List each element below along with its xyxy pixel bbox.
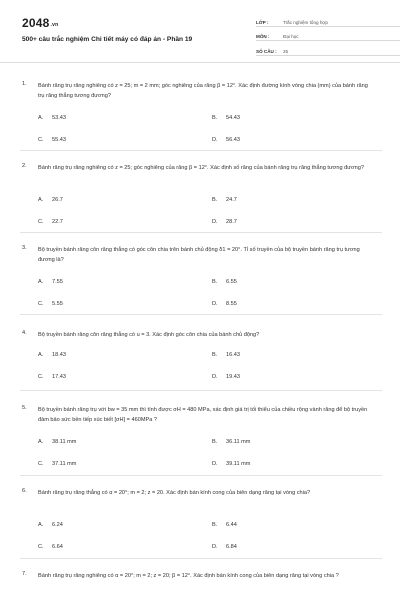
answer-option[interactable] bbox=[212, 522, 237, 528]
answer-option[interactable] bbox=[212, 115, 240, 121]
answer-option[interactable] bbox=[38, 301, 63, 307]
question-number: 2. bbox=[22, 163, 27, 169]
option-letter: B. bbox=[212, 522, 218, 528]
question-item bbox=[20, 405, 382, 485]
option-letter: D. bbox=[212, 219, 218, 225]
option-letter: D. bbox=[212, 544, 218, 550]
option-text: 53.43 bbox=[52, 115, 66, 121]
question-number: 7. bbox=[22, 571, 27, 577]
option-letter: B. bbox=[212, 439, 218, 445]
option-text: 6.64 bbox=[52, 544, 63, 550]
answer-option[interactable] bbox=[38, 137, 66, 143]
option-text: 56.43 bbox=[226, 137, 240, 143]
answer-option[interactable] bbox=[212, 374, 240, 380]
question-text: Bánh răng trụ răng thẳng có α = 20°; m = 2; z = 20. Xác định bán kính cong của biên dạng răng tại vòng chia? bbox=[38, 490, 311, 496]
option-letter: A. bbox=[38, 115, 44, 121]
option-letter: A. bbox=[38, 522, 44, 528]
meta-label: SỐ CÂU : bbox=[256, 48, 277, 54]
answer-option[interactable] bbox=[38, 115, 66, 121]
option-text: 37.11 mm bbox=[52, 461, 77, 467]
answer-option[interactable] bbox=[38, 279, 63, 285]
option-text: 17.43 bbox=[52, 374, 66, 380]
option-text: 5.55 bbox=[52, 301, 63, 307]
document-title: 500+ câu trắc nghiệm Chi tiết máy có đáp án - Phần 19 bbox=[22, 36, 193, 43]
option-letter: B. bbox=[212, 197, 218, 203]
meta-label: LỚP : bbox=[256, 19, 269, 25]
option-text: 7.55 bbox=[52, 279, 63, 285]
option-text: 8.55 bbox=[226, 301, 237, 307]
answer-option[interactable] bbox=[212, 279, 237, 285]
answer-option[interactable] bbox=[38, 219, 63, 225]
meta-row-count bbox=[256, 43, 400, 56]
answer-option[interactable] bbox=[212, 352, 240, 358]
answer-option[interactable] bbox=[212, 439, 250, 445]
option-letter: A. bbox=[38, 197, 44, 203]
answer-option[interactable] bbox=[38, 544, 63, 550]
question-separator bbox=[20, 150, 382, 151]
question-separator bbox=[20, 558, 382, 559]
option-text: 18.43 bbox=[52, 352, 66, 358]
option-letter: C. bbox=[38, 374, 44, 380]
option-text: 36.11 mm bbox=[226, 439, 251, 445]
question-item bbox=[20, 245, 382, 325]
option-text: 16.43 bbox=[226, 352, 240, 358]
option-letter: C. bbox=[38, 461, 44, 467]
option-text: 24.7 bbox=[226, 197, 237, 203]
page-header bbox=[20, 0, 382, 62]
site-logo[interactable] bbox=[22, 16, 58, 30]
option-letter: A. bbox=[38, 279, 44, 285]
option-text: 39.11 mm bbox=[226, 461, 251, 467]
option-text: 19.43 bbox=[226, 374, 240, 380]
answer-option[interactable] bbox=[212, 461, 250, 467]
option-letter: A. bbox=[38, 352, 44, 358]
question-text: Bộ truyền bánh răng côn răng thẳng có u = 3. Xác định góc côn chia của bánh chủ động? bbox=[38, 332, 260, 338]
meta-value: Trắc nghiệm tổng hợp bbox=[283, 19, 328, 25]
option-letter: D. bbox=[212, 301, 218, 307]
question-separator bbox=[20, 232, 382, 233]
question-text: Bộ truyền bánh răng trụ với bw = 35 mm thì tính được σH = 480 MPa, xác định giá trị tối thiểu của chiều rộng vành răng để bộ truyền đảm bảo sức bền tiếp xúc biết [σH] = 460MPa ? bbox=[38, 407, 368, 423]
answer-option[interactable] bbox=[38, 352, 66, 358]
question-separator bbox=[20, 390, 382, 391]
option-text: 38.11 mm bbox=[52, 439, 77, 445]
option-letter: D. bbox=[212, 137, 218, 143]
option-letter: D. bbox=[212, 374, 218, 380]
option-letter: A. bbox=[38, 439, 44, 445]
question-text: Bánh răng trụ răng nghiêng có z = 25; góc nghiêng của răng β = 12°. Xác định số răng của bánh răng trụ răng thẳng tương đương? bbox=[38, 165, 364, 171]
option-text: 54.43 bbox=[226, 115, 240, 121]
question-item bbox=[20, 81, 382, 161]
answer-option[interactable] bbox=[212, 219, 237, 225]
option-text: 28.7 bbox=[226, 219, 237, 225]
option-text: 6.55 bbox=[226, 279, 237, 285]
option-text: 6.44 bbox=[226, 522, 237, 528]
meta-row-subject bbox=[256, 29, 400, 42]
option-text: 6.84 bbox=[226, 544, 237, 550]
answer-option[interactable] bbox=[212, 544, 237, 550]
logo-suffix: .vn bbox=[50, 22, 59, 28]
question-item bbox=[20, 571, 382, 597]
logo-text: 2048 bbox=[22, 16, 50, 30]
answer-option[interactable] bbox=[38, 374, 66, 380]
option-letter: B. bbox=[212, 115, 218, 121]
question-item bbox=[20, 488, 382, 568]
question-number: 6. bbox=[22, 488, 27, 494]
option-letter: B. bbox=[212, 352, 218, 358]
option-letter: C. bbox=[38, 544, 44, 550]
meta-label: MÔN : bbox=[256, 34, 270, 39]
answer-option[interactable] bbox=[38, 522, 63, 528]
option-text: 6.24 bbox=[52, 522, 63, 528]
meta-value: 25 bbox=[283, 48, 289, 54]
meta-value: Đại học bbox=[283, 34, 299, 39]
answer-option[interactable] bbox=[212, 137, 240, 143]
option-letter: D. bbox=[212, 461, 218, 467]
option-text: 55.43 bbox=[52, 137, 66, 143]
option-letter: C. bbox=[38, 219, 44, 225]
question-number: 3. bbox=[22, 245, 27, 251]
answer-option[interactable] bbox=[38, 461, 76, 467]
answer-option[interactable] bbox=[212, 197, 237, 203]
option-text: 22.7 bbox=[52, 219, 63, 225]
meta-row-class bbox=[256, 14, 400, 27]
document-meta bbox=[256, 14, 400, 58]
option-text: 26.7 bbox=[52, 197, 63, 203]
answer-option[interactable] bbox=[38, 197, 63, 203]
option-letter: C. bbox=[38, 301, 44, 307]
answer-option[interactable] bbox=[38, 439, 76, 445]
question-text: Bánh răng trụ răng nghiêng có α = 20°; m = 2; z = 20; β = 12°. Xác định bán kính cong của biên dạng răng tại vòng chia ? bbox=[38, 573, 339, 579]
question-separator bbox=[20, 314, 382, 315]
question-text: Bộ truyền bánh răng côn răng thẳng có góc côn chia trên bánh chủ động δ1 = 20°. Tỉ số truyền của bộ truyền bánh răng trụ tương đương là? bbox=[38, 247, 360, 263]
option-letter: C. bbox=[38, 137, 44, 143]
question-number: 5. bbox=[22, 405, 27, 411]
question-number: 4. bbox=[22, 330, 27, 336]
question-number: 1. bbox=[22, 81, 27, 87]
question-separator bbox=[20, 475, 382, 476]
option-letter: B. bbox=[212, 279, 218, 285]
header-divider bbox=[0, 62, 400, 63]
question-item bbox=[20, 163, 382, 243]
question-text: Bánh răng trụ răng nghiêng có z = 25; m = 2 mm; góc nghiêng của răng β = 12°. Xác định đường kính vòng chia (mm) của bánh răng trụ răng thẳng tương đương? bbox=[38, 83, 368, 99]
answer-option[interactable] bbox=[212, 301, 237, 307]
